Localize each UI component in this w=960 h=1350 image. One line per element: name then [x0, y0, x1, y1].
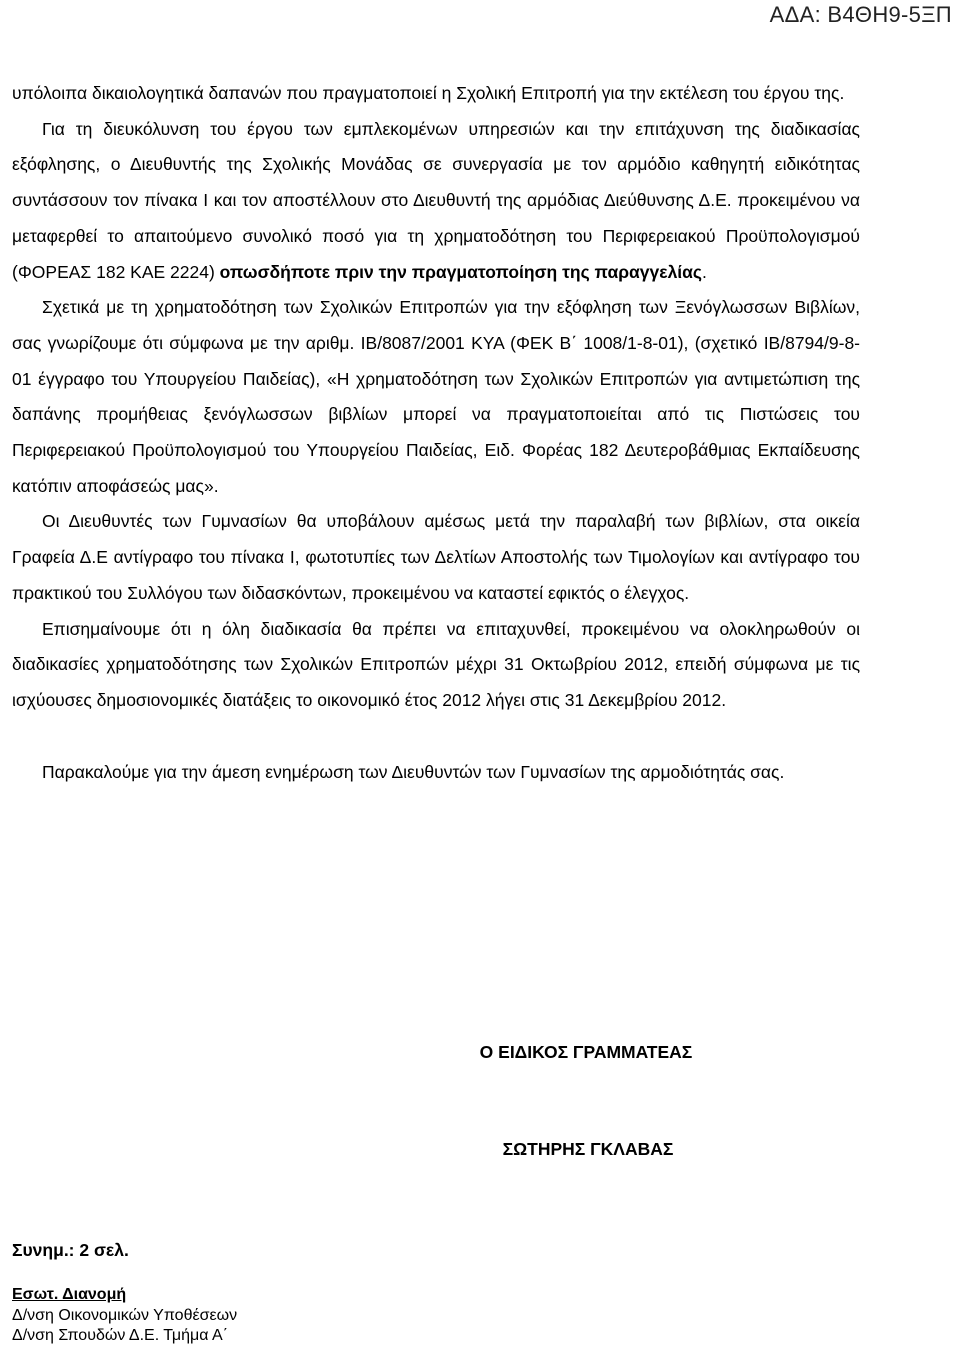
enclosure-note: Συνημ.: 2 σελ. — [12, 1240, 129, 1260]
paragraph-funding: Σχετικά με τη χρηματοδότηση των Σχολικών Επιτροπών για την εξόφληση των Ξενόγλωσσων Βιβλίων, σας γνωρίζουμε ότι σύμφωνα με την αριθμ. ΙΒ/8087/2001 ΚΥΑ (ΦΕΚ Β΄ 1008/1-8-01), (σχετικό ΙΒ/8794/9-8-01 έγγραφο του Υπουργείου Παιδείας), «Η χρηματοδότηση των Σχολικών Επιτροπών για αντιμετώπιση της δαπάνης προμήθειας ξενόγλωσσων βιβλίων μπορεί να πραγματοποιείται από τις Πιστώσεις του Περιφερειακού Προϋπολογισμού του Υπουργείου Παιδείας, Ειδ. Φορέας 182 Δευτεροβάθμιας Εκπαίδευσης κατόπιν αποφάσεώς μας». — [12, 297, 860, 496]
signatory-name: ΣΩΤΗΡΗΣ ΓΚΛΑΒΑΣ — [502, 1139, 674, 1159]
internal-distribution — [12, 1285, 237, 1347]
paragraph-submission: Οι Διευθυντές των Γυμνασίων θα υποβάλουν αμέσως μετά την παραλαβή των βιβλίων, στα οικεία Γραφεία Δ.Ε αντίγραφο του πίνακα Ι, φωτοτυπίες των Δελτίων Αποστολής των Τιμολογίων και αντίγραφο του πρακτικού του Συλλόγου των διδασκόντων, προκειμένου να καταστεί εφικτός ο έλεγχος. — [12, 511, 860, 603]
ada-code-header: ΑΔΑ: Β4ΘΗ9-5ΞΠ — [769, 2, 952, 27]
paragraph-procedure — [12, 112, 860, 291]
paragraph-request: Παρακαλούμε για την άμεση ενημέρωση των Διευθυντών των Γυμνασίων της αρμοδιότητάς σας. — [42, 761, 785, 782]
paragraph-deadline: Επισημαίνουμε ότι η όλη διαδικασία θα πρέπει να επιταχυνθεί, προκειμένου να ολοκληρωθούν οι διαδικασίες χρηματοδότησης των Σχολικών Επιτροπών μέχρι 31 Οκτωβρίου 2012, επειδή σύμφωνα με τις ισχύουσες δημοσιονομικές διατάξεις το οικονομικό έτος 2012 λήγει στις 31 Δεκεμβρίου 2012. — [12, 618, 860, 710]
signatory-title: Ο ΕΙΔΙΚΟΣ ΓΡΑΜΜΑΤΕΑΣ — [479, 1042, 693, 1062]
distribution-heading: Εσωτ. Διανομή — [12, 1286, 127, 1303]
paragraph-continuation: υπόλοιπα δικαιολογητικά δαπανών που πραγματοποιεί η Σχολική Επιτροπή για την εκτέλεση του έργου της. — [12, 83, 845, 103]
distribution-item: Δ/νση Σπουδών Δ.Ε. Τμήμα Α΄ — [12, 1327, 229, 1344]
paragraph-procedure-end: . — [702, 261, 707, 282]
paragraph-procedure-emphasis: οπωσδήποτε πριν την πραγματοποίηση της παραγγελίας — [219, 261, 703, 282]
paragraph-procedure-text: Για τη διευκόλυνση του έργου των εμπλεκομένων υπηρεσιών και την επιτάχυνση της διαδικασίας εξόφλησης, ο Διευθυντής της Σχολικής Μονάδας σε συνεργασία με τον αρμόδιο καθηγητή ειδικότητας συντάσσουν τον πίνακα Ι και τον αποστέλλουν στο Διευθυντή της αρμόδιας Διεύθυνσης Δ.Ε. προκειμένου να μεταφερθεί το απαιτούμενο συνολικό ποσό για τη χρηματοδότηση του Περιφερειακού Προϋπολογισμού (ΦΟΡΕΑΣ 182 ΚΑΕ 2224) — [12, 118, 860, 282]
distribution-item: Δ/νση Οικονομικών Υποθέσεων — [12, 1306, 238, 1324]
letter-body — [12, 76, 860, 790]
